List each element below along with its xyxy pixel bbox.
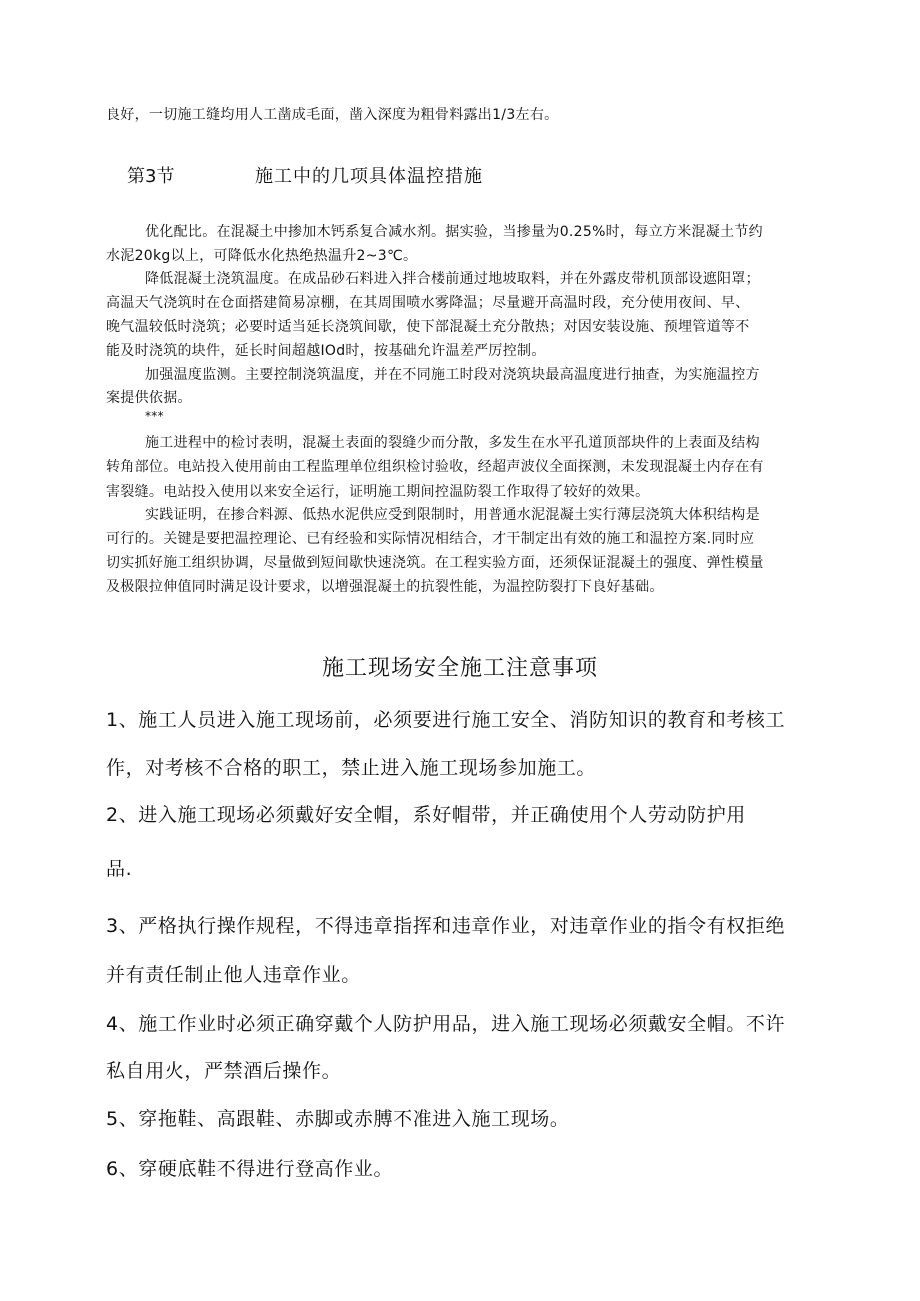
safety-item-line: 5、穿拖鞋、高跟鞋、赤脚或赤膊不准进入施工现场。 xyxy=(106,1108,570,1130)
paragraph-line: 晚气温较低时浇筑；必要时适当延长浇筑间歇，使下部混凝土充分散热；对因安装设施、预埋管道等不 xyxy=(106,319,750,335)
safety-item-line: 并有责任制止他人违章作业。 xyxy=(106,964,361,986)
section-title: 施工中的几项具体温控措施 xyxy=(255,166,483,187)
safety-item-line: 品. xyxy=(106,858,133,880)
paragraph-line: 害裂缝。电站投入使用以来安全运行，证明施工期间控温防裂工作取得了较好的效果。 xyxy=(106,484,650,500)
safety-item-line: 私自用火，严禁酒后操作。 xyxy=(106,1060,342,1082)
paragraph-line: 能及时浇筑的块件，延长时间超越IOd时，按基础允许温差严厉控制。 xyxy=(106,343,546,359)
safety-item-line: 1、施工人员进入施工现场前，必须要进行施工安全、消防知识的教育和考核工 xyxy=(106,709,786,731)
paragraph-line: 实践证明，在掺合料源、低热水泥供应受到限制时，用普通水泥混凝土实行薄层浇筑大体积结构是 xyxy=(145,507,760,523)
paragraph-line: 切实抓好施工组织协调，尽量做到短间歇快速浇筑。在工程实验方面，还须保证混凝土的强度、弹性模量 xyxy=(106,555,764,571)
paragraph-line: 优化配比。在混凝土中掺加木钙系复合减水剂。据实验，当掺量为0.25%时，每立方米混凝土节约 xyxy=(145,224,763,240)
paragraph-line: 高温天气浇筑时在仓面搭建简易凉棚，在其周围喷水雾降温；尽量避开高温时段，充分使用夜间、早、 xyxy=(106,295,750,311)
paragraph-line: 施工进程中的检讨表明，混凝土表面的裂缝少而分散，多发生在水平孔道顶部块件的上表面及结构 xyxy=(145,435,760,451)
safety-title: 施工现场安全施工注意事项 xyxy=(321,656,598,681)
paragraph-line: 可行的。关键是要把温控理论、已有经验和实际情况相结合，才干制定出有效的施工和温控方案.同时应 xyxy=(106,531,755,547)
paragraph-line: 案提供依据。 xyxy=(106,390,192,406)
safety-item-line: 6、穿硬底鞋不得进行登高作业。 xyxy=(106,1158,394,1180)
paragraph-line: 转角部位。电站投入使用前由工程监理单位组织检讨验收，经超声波仪全面探测，未发现混凝土内存在有 xyxy=(106,459,764,475)
safety-item-line: 4、施工作业时必须正确穿戴个人防护用品，进入施工现场必须戴安全帽。不许 xyxy=(106,1013,786,1035)
safety-item-line: 作，对考核不合格的职工，禁止进入施工现场参加施工。 xyxy=(106,757,597,779)
separator-asterisks: *** xyxy=(145,409,164,423)
paragraph-line: 水泥20kg以上，可降低水化热绝热温升2~3℃。 xyxy=(106,248,418,264)
safety-item-line: 2、进入施工现场必须戴好安全帽，系好帽带，并正确使用个人劳动防护用 xyxy=(106,804,746,826)
paragraph-line: 加强温度监测。主要控制浇筑温度，并在不同施工时段对浇筑块最高温度进行抽查，为实施温控方 xyxy=(145,367,760,383)
section-number: 第3节 xyxy=(127,166,175,187)
safety-item-line: 3、严格执行操作规程，不得违章指挥和违章作业，对违章作业的指令有权拒绝 xyxy=(106,915,786,937)
paragraph-line: 及极限拉伸值同时满足设计要求，以增强混凝土的抗裂性能，为温控防裂打下良好基础。 xyxy=(106,579,664,595)
top-continuation-line: 良好，一切施工缝均用人工凿成毛面，凿入深度为粗骨料露出1/3左右。 xyxy=(106,107,559,123)
paragraph-line: 降低混凝土浇筑温度。在成品砂石料进入拌合楼前通过地坡取料，并在外露皮带机顶部设遮阳罩； xyxy=(145,271,760,287)
